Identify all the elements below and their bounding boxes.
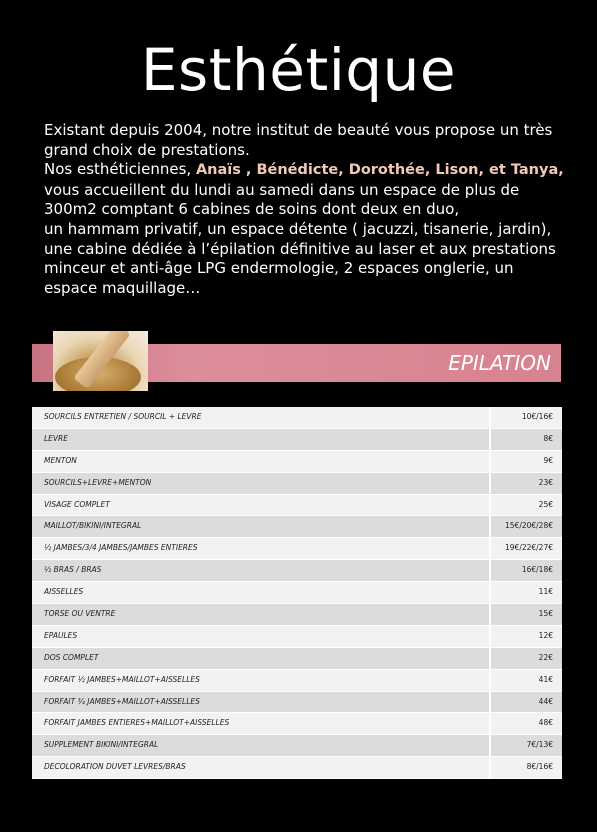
table-row [32, 648, 562, 670]
table-row [32, 626, 562, 648]
service-price: 15€ [491, 604, 562, 625]
table-row [32, 670, 562, 692]
intro-line: un hammam privatif, un espace détente ( jacuzzi, tisanerie, jardin), [44, 219, 552, 238]
service-name: TORSE OU VENTRE [32, 604, 491, 625]
service-price: 10€/16€ [491, 407, 562, 428]
intro-line: Existant depuis 2004, notre institut de beauté vous propose un très [44, 121, 553, 139]
staff-names: Anaïs , Bénédicte, Dorothée, Lison, et Tanya, [195, 162, 564, 179]
page-title: Esthétique [140, 36, 457, 104]
intro-paragraph [44, 121, 564, 298]
service-name: VISAGE COMPLET [32, 495, 491, 516]
table-row [32, 692, 562, 714]
service-name: DOS COMPLET [32, 648, 491, 669]
table-row [32, 713, 562, 735]
service-price: 22€ [491, 648, 562, 669]
service-name: MAILLOT/BIKINI/INTEGRAL [32, 516, 491, 537]
service-name: SOURCILS+LEVRE+MENTON [32, 473, 491, 494]
service-price: 48€ [491, 713, 562, 734]
service-price: 7€/13€ [491, 735, 562, 756]
service-name: DECOLORATION DUVET LEVRES/BRAS [32, 757, 491, 778]
service-name: ½ JAMBES/3/4 JAMBES/JAMBES ENTIERES [32, 538, 491, 559]
price-table [32, 407, 562, 779]
table-row [32, 582, 562, 604]
service-name: EPAULES [32, 626, 491, 647]
service-name: ½ BRAS / BRAS [32, 560, 491, 581]
service-name: FORFAIT ¾ JAMBES+MAILLOT+AISSELLES [32, 692, 491, 713]
service-price: 8€ [491, 429, 562, 450]
table-row [32, 407, 562, 429]
service-price: 41€ [491, 670, 562, 691]
service-name: MENTON [32, 451, 491, 472]
service-price: 12€ [491, 626, 562, 647]
service-price: 15€/20€/28€ [491, 516, 562, 537]
intro-line: espace maquillage… [44, 278, 201, 297]
intro-line [44, 160, 564, 181]
service-price: 8€/16€ [491, 757, 562, 778]
service-name: LEVRE [32, 429, 491, 450]
table-row [32, 451, 562, 473]
intro-line: une cabine dédiée à l’épilation définitive au laser et aux prestations [44, 239, 556, 258]
table-row [32, 473, 562, 495]
service-price: 16€/18€ [491, 560, 562, 581]
service-price: 25€ [491, 495, 562, 516]
table-row [32, 735, 562, 757]
intro-line: grand choix de prestations. [44, 140, 250, 159]
intro-line: 300m2 comptant 6 cabines de soins dont deux en duo, [44, 200, 460, 219]
service-price: 19€/22€/27€ [491, 538, 562, 559]
table-row [32, 495, 562, 517]
service-name: FORFAIT JAMBES ENTIERES+MAILLOT+AISSELLES [32, 713, 491, 734]
table-row [32, 429, 562, 451]
table-row [32, 516, 562, 538]
service-name: AISSELLES [32, 582, 491, 603]
service-price: 9€ [491, 451, 562, 472]
table-row [32, 757, 562, 779]
service-price: 23€ [491, 473, 562, 494]
service-name: SUPPLEMENT BIKINI/INTEGRAL [32, 735, 491, 756]
table-row [32, 538, 562, 560]
service-name: FORFAIT ½ JAMBES+MAILLOT+AISSELLES [32, 670, 491, 691]
wax-jar-image [53, 331, 148, 391]
intro-line-prefix: Nos esthéticiennes, [44, 160, 196, 179]
service-price: 11€ [491, 582, 562, 603]
service-name: SOURCILS ENTRETIEN / SOURCIL + LEVRE [32, 407, 491, 428]
table-row [32, 604, 562, 626]
intro-line: minceur et anti-âge LPG endermologie, 2 espaces onglerie, un [44, 259, 514, 278]
intro-line: vous accueillent du lundi au samedi dans un espace de plus de [44, 180, 520, 199]
service-price: 44€ [491, 692, 562, 713]
section-title: EPILATION [448, 351, 551, 375]
table-row [32, 560, 562, 582]
